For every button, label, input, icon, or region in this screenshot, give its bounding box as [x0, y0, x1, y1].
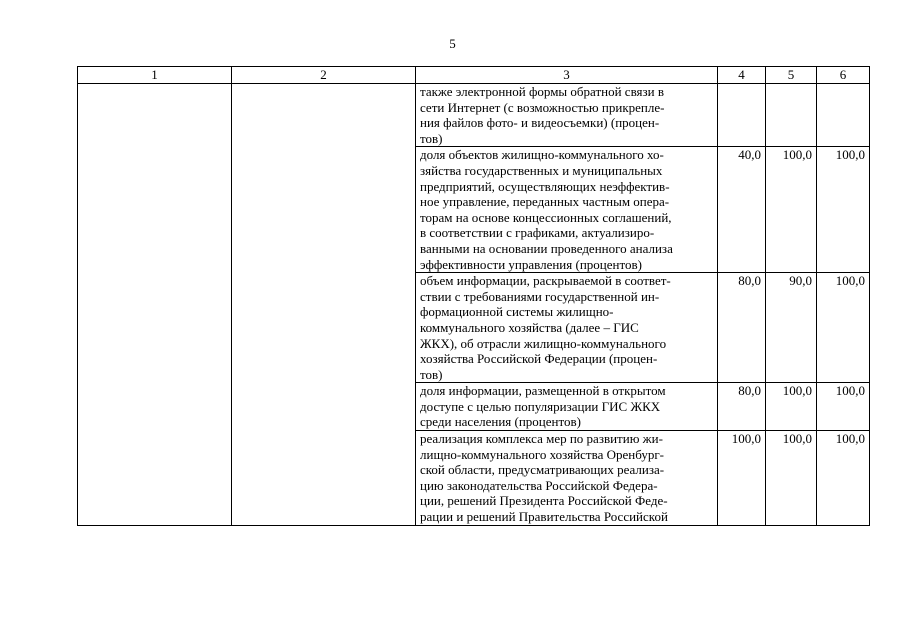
text-line: предприятий, осуществляющих неэффектив- [420, 178, 670, 194]
column-header: 6 [817, 67, 870, 84]
value-cell-col5 [766, 84, 817, 147]
text-line: доля объектов жилищно-коммунального хо- [420, 147, 664, 163]
text-line: объем информации, раскрываемой в соответ- [420, 273, 671, 289]
value-cell-col6: 100,0 [817, 431, 870, 526]
text-line: в соответствии с графиками, актуализиро- [420, 225, 655, 241]
text-line: цию законодательства Российской Федера- [420, 477, 658, 493]
text-line: среди населения (процентов) [420, 414, 581, 430]
text-line: зяйства государственных и муниципальных [420, 162, 663, 178]
text-line: торам на основе концессионных соглашений, [420, 209, 672, 225]
text-line: сети Интернет (с возможностью прикрепле- [420, 99, 665, 115]
value-cell-col5: 100,0 [766, 383, 817, 431]
indicators-table [77, 66, 870, 526]
text-line: ствии с требованиями государственной ин- [420, 288, 660, 304]
indicator-text-cell [416, 383, 718, 431]
table-header-row [78, 67, 870, 84]
value-cell-col6: 100,0 [817, 273, 870, 383]
column-header: 2 [232, 67, 416, 84]
text-line: формационной системы жилищно- [420, 304, 614, 320]
text-line: доля информации, размещенной в открытом [420, 383, 666, 399]
text-line: тов) [420, 366, 443, 382]
value-cell-col5: 100,0 [766, 431, 817, 526]
text-line: также электронной формы обратной связи в [420, 84, 664, 99]
text-line: ции, решений Президента Российской Феде- [420, 493, 668, 509]
text-line: ской области, предусматривающих реализа- [420, 462, 665, 478]
column-header: 3 [416, 67, 718, 84]
text-line: рации и решений Правительства Российской [420, 509, 668, 525]
column-header: 5 [766, 67, 817, 84]
text-line: коммунального хозяйства (далее – ГИС [420, 319, 639, 335]
value-cell-col5: 90,0 [766, 273, 817, 383]
value-cell-col6: 100,0 [817, 383, 870, 431]
value-cell-col4: 80,0 [718, 383, 766, 431]
indicator-text-cell [416, 431, 718, 526]
value-cell-col4: 40,0 [718, 147, 766, 273]
column-1-cell [78, 84, 232, 526]
value-cell-col4: 80,0 [718, 273, 766, 383]
column-2-cell [232, 84, 416, 526]
indicator-text-cell [416, 147, 718, 273]
table-row [78, 84, 870, 147]
text-line: ванными на основании проведенного анализа [420, 240, 673, 256]
text-line: доступе с целью популяризации ГИС ЖКХ [420, 398, 661, 414]
value-cell-col5: 100,0 [766, 147, 817, 273]
text-line: ЖКХ), об отрасли жилищно-коммунального [420, 335, 667, 351]
text-line: хозяйства Российской Федерации (процен- [420, 351, 658, 367]
text-line: тов) [420, 130, 443, 146]
page-number: 5 [449, 36, 456, 51]
column-header: 4 [718, 67, 766, 84]
indicator-text-cell [416, 273, 718, 383]
text-line: эффективности управления (процентов) [420, 256, 642, 272]
value-cell-col6: 100,0 [817, 147, 870, 273]
column-header: 1 [78, 67, 232, 84]
indicator-text-cell [416, 84, 718, 147]
value-cell-col6 [817, 84, 870, 147]
text-line: лищно-коммунального хозяйства Оренбург- [420, 446, 664, 462]
text-line: ния файлов фото- и видеосъемки) (процен- [420, 115, 660, 131]
text-line: ное управление, переданных частным опера- [420, 194, 670, 210]
value-cell-col4: 100,0 [718, 431, 766, 526]
text-line: реализация комплекса мер по развитию жи- [420, 431, 663, 447]
value-cell-col4 [718, 84, 766, 147]
